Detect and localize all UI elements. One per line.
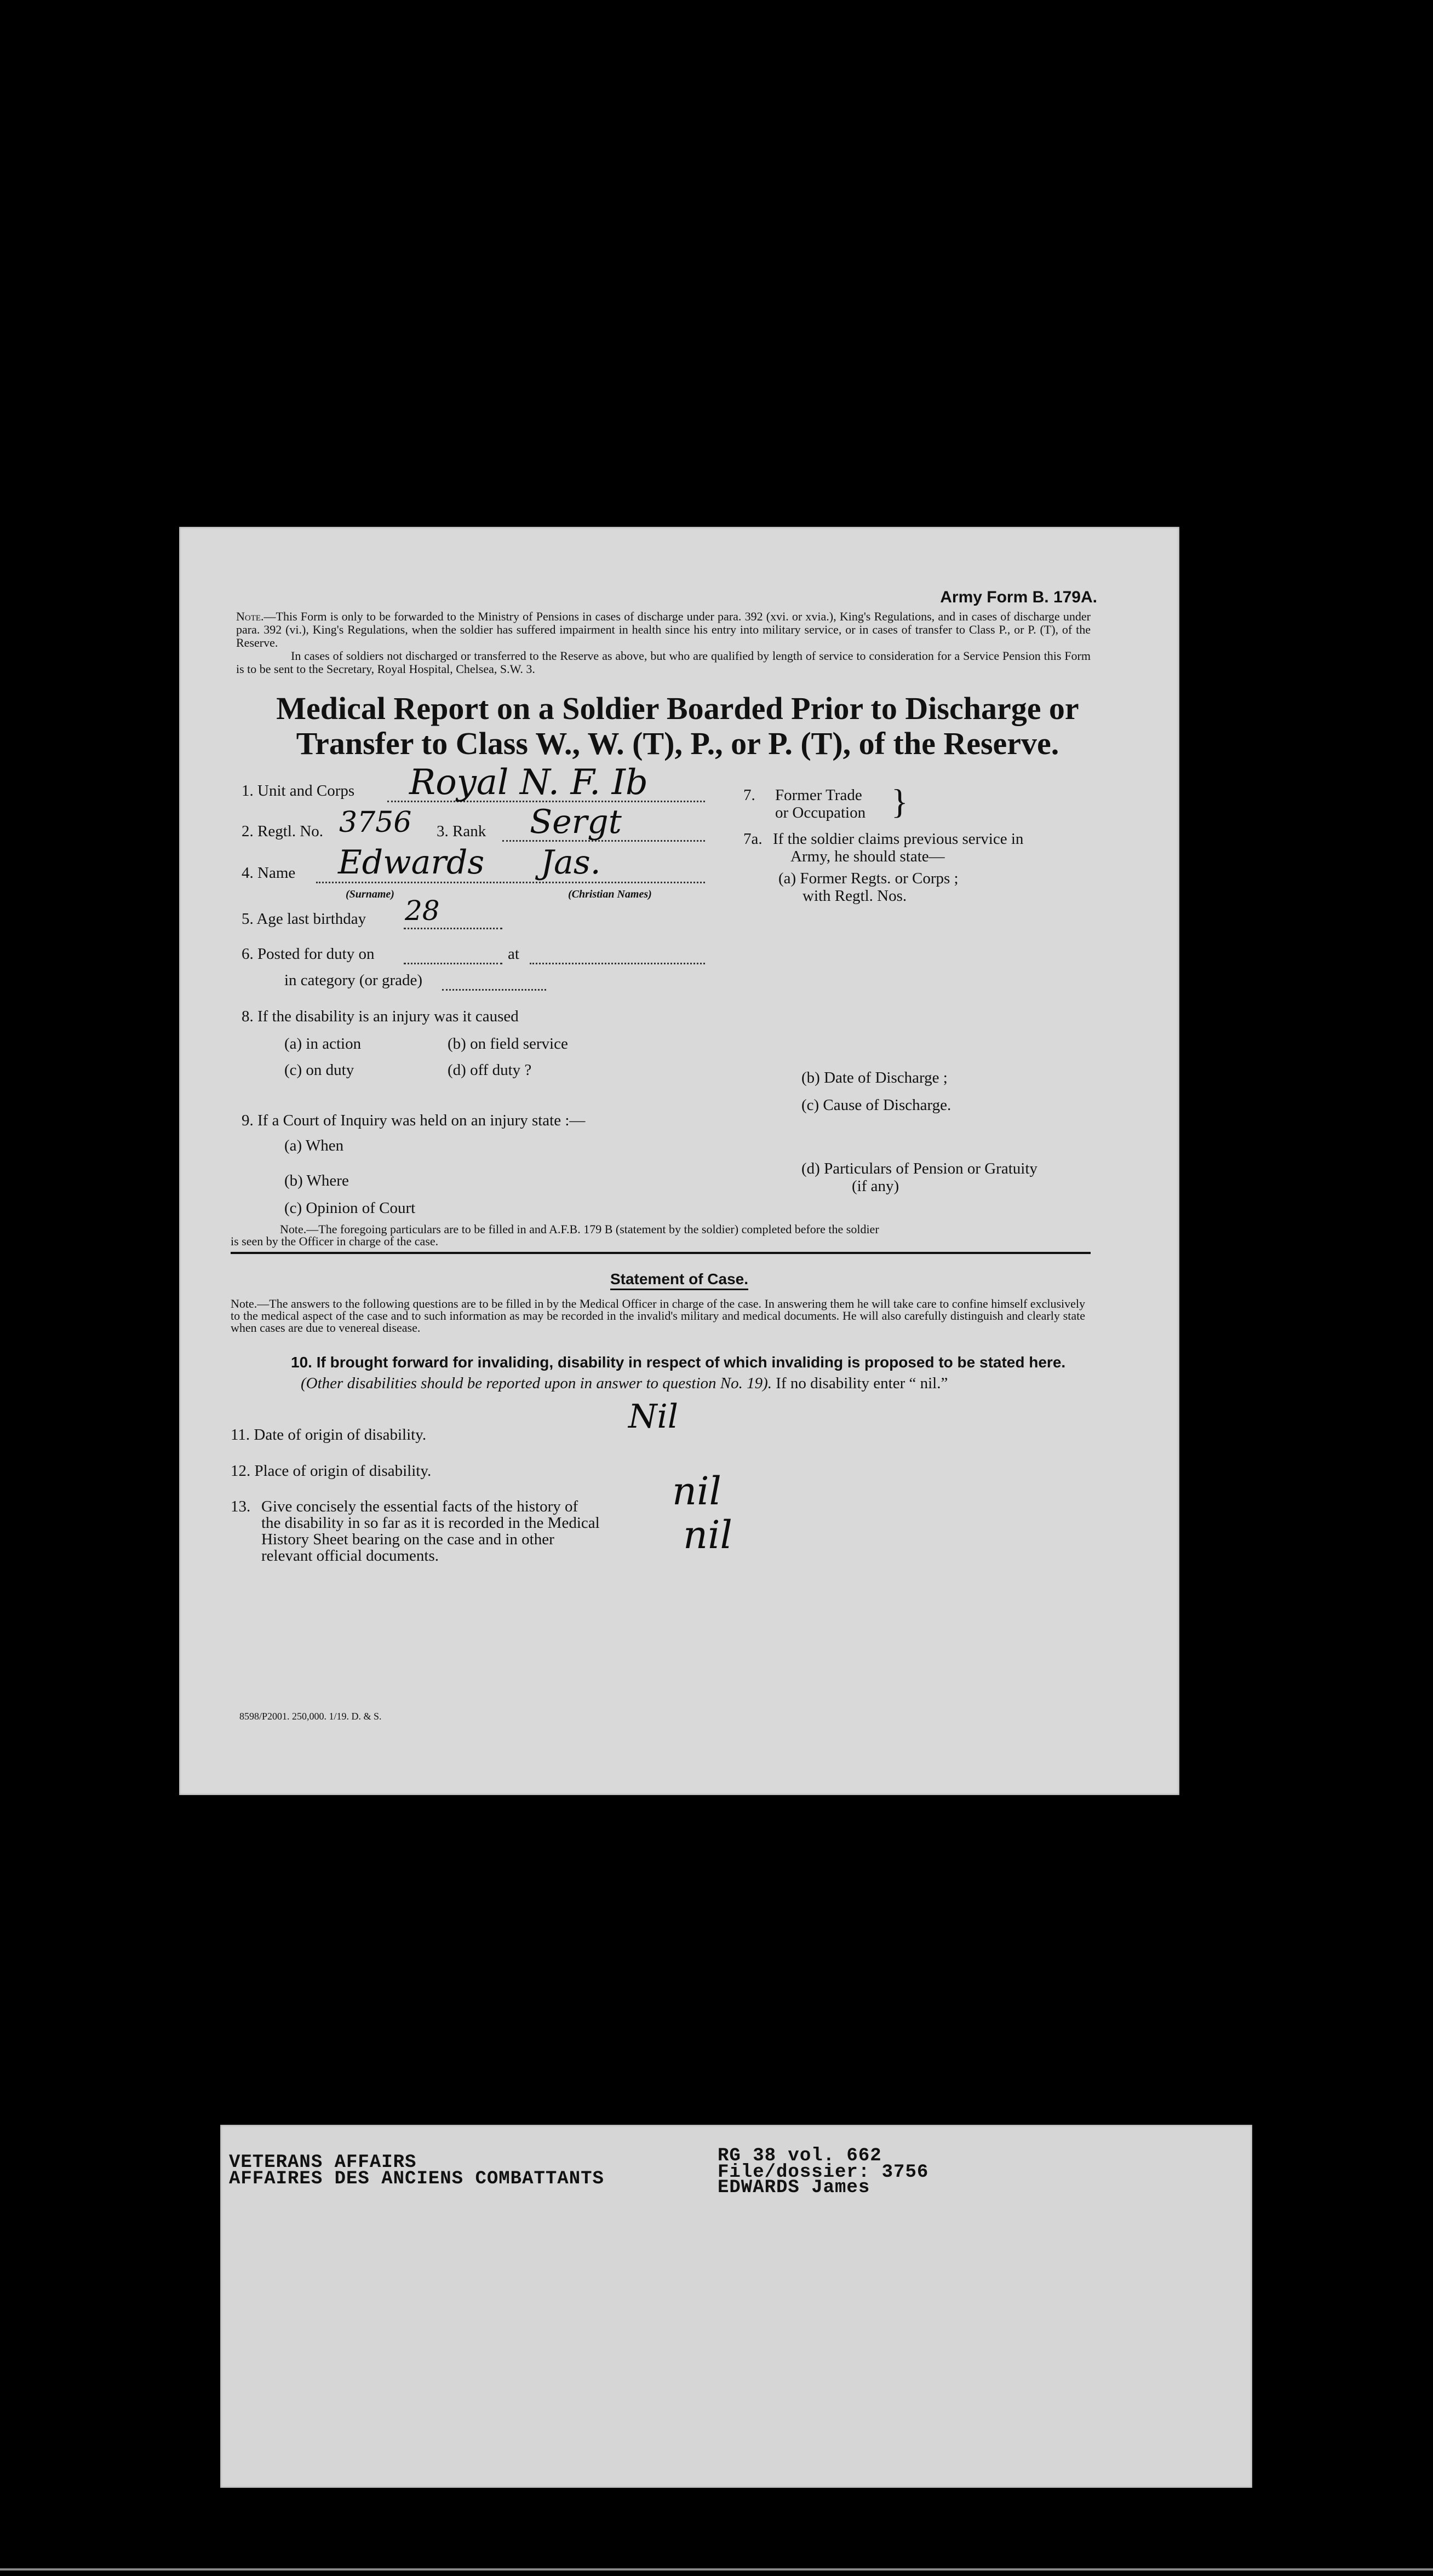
q3-value: Sergt [530, 803, 622, 841]
q7-label: 7. [743, 786, 755, 804]
q13-line-2: the disability in so far as it is recorded in the Medical [261, 1514, 600, 1532]
top-note [236, 610, 1091, 676]
q1-label: 1. Unit and Corps [242, 782, 355, 800]
q4-surname: Edwards [338, 843, 485, 882]
q12-label: 12. Place of origin of disability. [231, 1462, 432, 1480]
right-d-2: (if any) [852, 1177, 899, 1195]
form-number: Army Form B. 179A. [940, 588, 1097, 606]
q8-a: (a) in action [284, 1035, 362, 1053]
q9-b: (b) Where [284, 1172, 349, 1189]
q7-brace: } [891, 782, 908, 821]
top-note-label: Note. [236, 610, 264, 623]
middle-note-line-1: Note.—The foregoing particulars are to be filled in and A.F.B. 179 B (statement by the soldier) completed before the soldier [280, 1222, 879, 1236]
card-file-number: File/dossier: 3756 [718, 2162, 929, 2183]
q10-line-2 [301, 1375, 948, 1393]
q1-value: Royal N. F. Ib [409, 762, 648, 803]
q4-label: 4. Name [242, 864, 296, 882]
q10-line-2-italic: (Other disabilities should be reported upon in answer to question No. 19). [301, 1375, 772, 1392]
q7a-a-2: with Regtl. Nos. [803, 887, 907, 905]
q13-value-1: nil [672, 1469, 721, 1514]
scan-bottom-edge [0, 2568, 1433, 2571]
q5-value: 28 [405, 895, 440, 927]
q9-a: (a) When [284, 1137, 344, 1154]
q8-c: (c) on duty [284, 1061, 354, 1079]
q13-line-3: History Sheet bearing on the case and in other [261, 1531, 554, 1548]
q8-d: (d) off duty ? [448, 1061, 532, 1079]
form-title-line-1: Medical Report on a Soldier Boarded Prior to Discharge or [276, 691, 1079, 726]
christian-caption: (Christian Names) [568, 888, 652, 900]
card-agency-en: VETERANS AFFAIRS [229, 2152, 417, 2173]
q6-category: in category (or grade) [284, 971, 423, 989]
q10-line-2-rest: If no disability enter “ nil.” [772, 1375, 948, 1392]
top-note-text-2: In cases of soldiers not discharged or transferred to the Reserve as above, but who are qualified by length of service to consideration for a Service Pension this Form is to be sent to the Secretary, Royal Hospital, Chelsea, S.W. 3. [236, 649, 1091, 676]
q11-value: Nil [628, 1398, 678, 1436]
top-note-text: —This Form is only to be forwarded to the Ministry of Pensions in cases of discharge under para. 392 (xvi. or xvia.), King's Regulations, and in cases of discharge under para. 392 (vi.), King's Regulations, when the soldier has suffered impairment in health since his entry into military service, or in cases of transfer to Class P., or P. (T), of the Reserve. [236, 610, 1091, 649]
surname-caption: (Surname) [346, 888, 394, 900]
q4-dots [316, 882, 705, 883]
middle-note [231, 1223, 1085, 1247]
q9-c: (c) Opinion of Court [284, 1199, 416, 1217]
statement-of-case-title: Statement of Case. [179, 1270, 1179, 1288]
q7a-line-1: If the soldier claims previous service in [773, 830, 1024, 848]
q10-line-1: 10. If brought forward for invaliding, disability in respect of which invaliding is proposed to be stated here. [291, 1354, 1066, 1371]
q8-label: 8. If the disability is an injury was it caused [242, 1008, 519, 1025]
divider-rule [231, 1252, 1091, 1254]
q3-label: 3. Rank [437, 823, 486, 840]
q13-value-2: nil [683, 1513, 732, 1557]
form-title-line-2: Transfer to Class W., W. (T), P., or P. (T), of the Reserve. [296, 726, 1059, 761]
card-reference: RG 38 vol. 662 [718, 2146, 882, 2166]
q7-line-2: or Occupation [775, 804, 866, 821]
q6-dots-3 [442, 989, 546, 991]
card-agency-fr: AFFAIRES DES ANCIENS COMBATTANTS [229, 2169, 604, 2189]
q5-label: 5. Age last birthday [242, 910, 366, 928]
q6-dots-1 [404, 963, 502, 964]
q6-label: 6. Posted for duty on [242, 945, 375, 963]
print-code: 8598/P2001. 250,000. 1/19. D. & S. [239, 1711, 382, 1722]
card-soldier-name: EDWARDS James [718, 2177, 870, 2198]
right-c: (c) Cause of Discharge. [801, 1096, 951, 1114]
q7a-line-2: Army, he should state— [790, 848, 945, 865]
form-title [212, 691, 1143, 761]
middle-note-line-2: is seen by the Officer in charge of the case. [231, 1234, 439, 1248]
q7a-label: 7a. [743, 830, 763, 848]
archive-label-card [220, 2125, 1252, 2488]
q13-number: 13. [231, 1498, 251, 1515]
right-b: (b) Date of Discharge ; [801, 1069, 948, 1086]
q2-label: 2. Regtl. No. [242, 823, 324, 840]
q8-b: (b) on field service [448, 1035, 568, 1053]
q13-line-1: Give concisely the essential facts of the history of [261, 1498, 578, 1515]
q4-christian: Jas. [541, 843, 601, 882]
q6-dots-2 [530, 963, 705, 964]
q13-block [231, 1498, 669, 1564]
right-d-1: (d) Particulars of Pension or Gratuity [801, 1160, 1038, 1177]
q7-line-1: Former Trade [775, 786, 862, 804]
q5-dots [404, 928, 502, 929]
q13-line-4: relevant official documents. [261, 1547, 439, 1565]
q11-label: 11. Date of origin of disability. [231, 1426, 427, 1444]
form-document [179, 527, 1179, 1795]
q2-value: 3756 [339, 806, 412, 839]
q6-at: at [508, 945, 519, 963]
q9-label: 9. If a Court of Inquiry was held on an injury state :— [242, 1112, 586, 1129]
q7a-a: (a) Former Regts. or Corps ; [778, 870, 959, 887]
statement-note: Note.—The answers to the following questions are to be filled in by the Medical Officer in charge of the case. In answering them he will take care to confine himself exclusively to the medical aspect of the case and to such information as may be recorded in the invalid's military and medical documents. He will also carefully distinguish and clearly state when cases are due to venereal disease. [231, 1297, 1085, 1335]
